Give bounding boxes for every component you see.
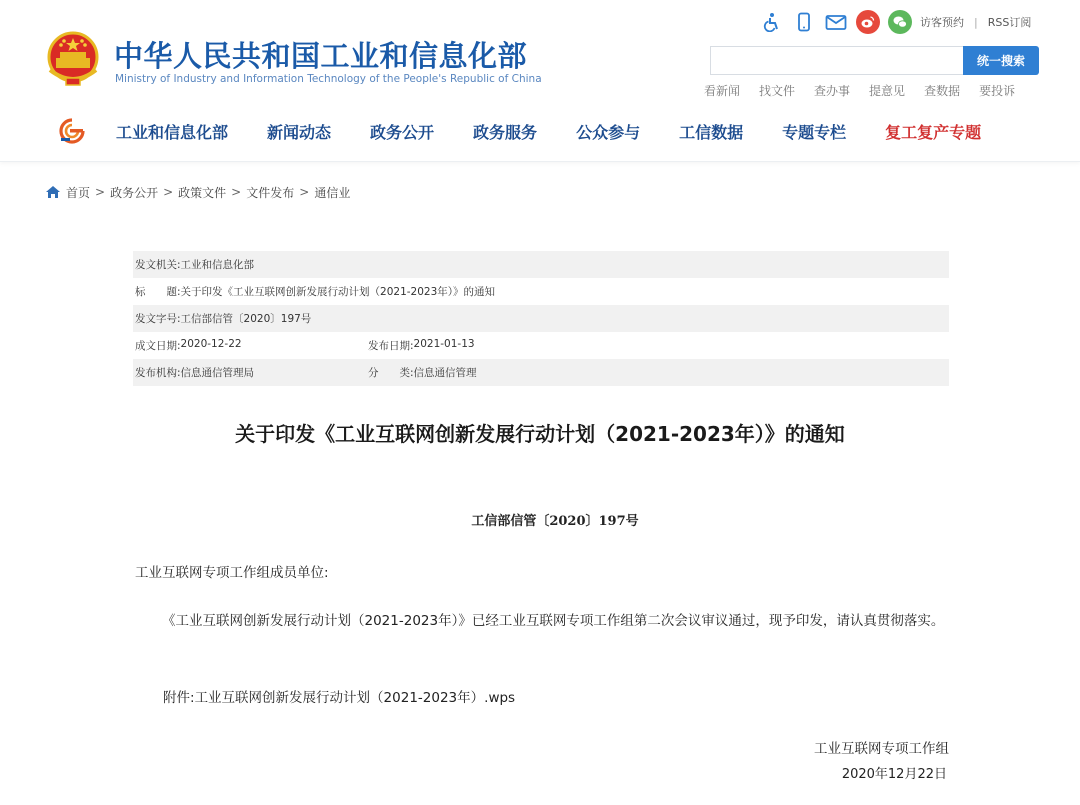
document-title: 关于印发《工业互联网创新发展行动计划（2021-2023年）》的通知 bbox=[235, 422, 845, 446]
rss-link[interactable]: RSS订阅 bbox=[987, 16, 1032, 29]
top-separator: | bbox=[974, 15, 978, 29]
breadcrumb-telecom[interactable]: 通信业 bbox=[314, 185, 351, 200]
meta-row-docno bbox=[133, 305, 949, 332]
meta-category-label: 分 类: bbox=[368, 367, 414, 379]
document-body: 《工业互联网创新发展行动计划（2021-2023年）》已经工业互联网专项工作组第二次会议审议通过，现予印发，请认真贯彻落实。 bbox=[162, 613, 945, 629]
document-addressee: 工业互联网专项工作组成员单位: bbox=[135, 565, 329, 581]
nav-news[interactable]: 新闻动态 bbox=[267, 122, 332, 142]
wechat-icon[interactable] bbox=[888, 10, 912, 34]
site-header bbox=[0, 0, 1080, 162]
quick-link-news[interactable]: 看新闻 bbox=[704, 84, 741, 98]
home-icon[interactable] bbox=[45, 185, 61, 199]
nav-special-columns[interactable]: 专题专栏 bbox=[782, 122, 847, 142]
site-title[interactable]: 中华人民共和国工业和信息化部 bbox=[114, 39, 528, 73]
meta-docno-label: 发文字号: bbox=[135, 313, 181, 325]
breadcrumb-separator: > bbox=[299, 185, 310, 199]
meta-published-cell bbox=[368, 338, 475, 353]
meta-created-label: 成文日期: bbox=[135, 340, 181, 352]
document-number: 工信部信管〔2020〕197号 bbox=[471, 514, 639, 529]
site-subtitle: Ministry of Industry and Information Technology of the People's Republic of China bbox=[115, 73, 542, 85]
weibo-icon[interactable] bbox=[856, 10, 880, 34]
meta-title-label: 标 题: bbox=[135, 286, 181, 298]
breadcrumb bbox=[45, 184, 350, 200]
nav-government-services[interactable]: 政务服务 bbox=[473, 122, 538, 142]
breadcrumb-file-release[interactable]: 文件发布 bbox=[246, 185, 295, 200]
breadcrumb-policy-files[interactable]: 政策文件 bbox=[178, 185, 227, 200]
nav-resumption-topic[interactable]: 复工复产专题 bbox=[885, 122, 982, 142]
meta-title-value: 关于印发《工业互联网创新发展行动计划（2021-2023年）》的通知 bbox=[180, 286, 496, 298]
meta-published-label: 发布日期: bbox=[368, 340, 414, 352]
national-emblem-icon bbox=[44, 30, 102, 90]
meta-published-value: 2021-01-13 bbox=[413, 338, 475, 350]
attachment-label: 附件: bbox=[163, 690, 195, 706]
document-meta-table bbox=[133, 251, 949, 386]
top-toolbar bbox=[760, 10, 1031, 34]
meta-row-title bbox=[133, 278, 949, 305]
mail-icon[interactable] bbox=[824, 10, 848, 34]
document-attachment bbox=[163, 686, 515, 706]
ministry-logo-icon[interactable] bbox=[58, 118, 86, 144]
nav-data[interactable]: 工信数据 bbox=[679, 122, 744, 142]
nav-home[interactable]: 工业和信息化部 bbox=[116, 122, 229, 142]
breadcrumb-separator: > bbox=[231, 185, 242, 199]
meta-issuer-label: 发文机关: bbox=[135, 259, 181, 271]
quick-link-data[interactable]: 查数据 bbox=[924, 84, 961, 98]
meta-row-dates bbox=[133, 332, 949, 359]
nav-public-participation[interactable]: 公众参与 bbox=[576, 122, 641, 142]
meta-category-cell bbox=[368, 365, 477, 380]
nav-government-affairs[interactable]: 政务公开 bbox=[370, 122, 435, 142]
meta-docno-value: 工信部信管〔2020〕197号 bbox=[180, 313, 312, 325]
meta-org-label: 发布机构: bbox=[135, 367, 181, 379]
meta-org-value: 信息通信管理局 bbox=[180, 367, 255, 379]
quick-link-services[interactable]: 查办事 bbox=[814, 84, 851, 98]
meta-category-value: 信息通信管理 bbox=[413, 367, 477, 379]
meta-created-value: 2020-12-22 bbox=[180, 338, 242, 350]
breadcrumb-separator: > bbox=[163, 185, 174, 199]
meta-issuer-value: 工业和信息化部 bbox=[180, 259, 255, 271]
search-button[interactable]: 统一搜索 bbox=[963, 46, 1039, 75]
main-nav bbox=[58, 118, 981, 144]
document-signature: 工业互联网专项工作组 bbox=[814, 741, 949, 757]
quick-link-complaint[interactable]: 要投诉 bbox=[979, 84, 1016, 98]
meta-created-cell bbox=[135, 338, 368, 353]
meta-row-issuer bbox=[133, 251, 949, 278]
visitor-appointment-link[interactable]: 访客预约 bbox=[920, 16, 964, 29]
quick-link-files[interactable]: 找文件 bbox=[759, 84, 796, 98]
quick-links bbox=[704, 82, 1034, 99]
accessibility-icon[interactable] bbox=[760, 10, 784, 34]
meta-org-cell bbox=[135, 365, 368, 380]
attachment-file-link[interactable]: 工业互联网创新发展行动计划（2021-2023年）.wps bbox=[194, 690, 516, 706]
document-date: 2020年12月22日 bbox=[841, 767, 947, 782]
breadcrumb-home[interactable]: 首页 bbox=[66, 185, 91, 200]
mobile-icon[interactable] bbox=[792, 10, 816, 34]
breadcrumb-separator: > bbox=[95, 185, 106, 199]
quick-link-feedback[interactable]: 提意见 bbox=[869, 84, 906, 98]
meta-row-org bbox=[133, 359, 949, 386]
breadcrumb-government-affairs[interactable]: 政务公开 bbox=[110, 185, 159, 200]
search-input[interactable] bbox=[710, 46, 964, 75]
